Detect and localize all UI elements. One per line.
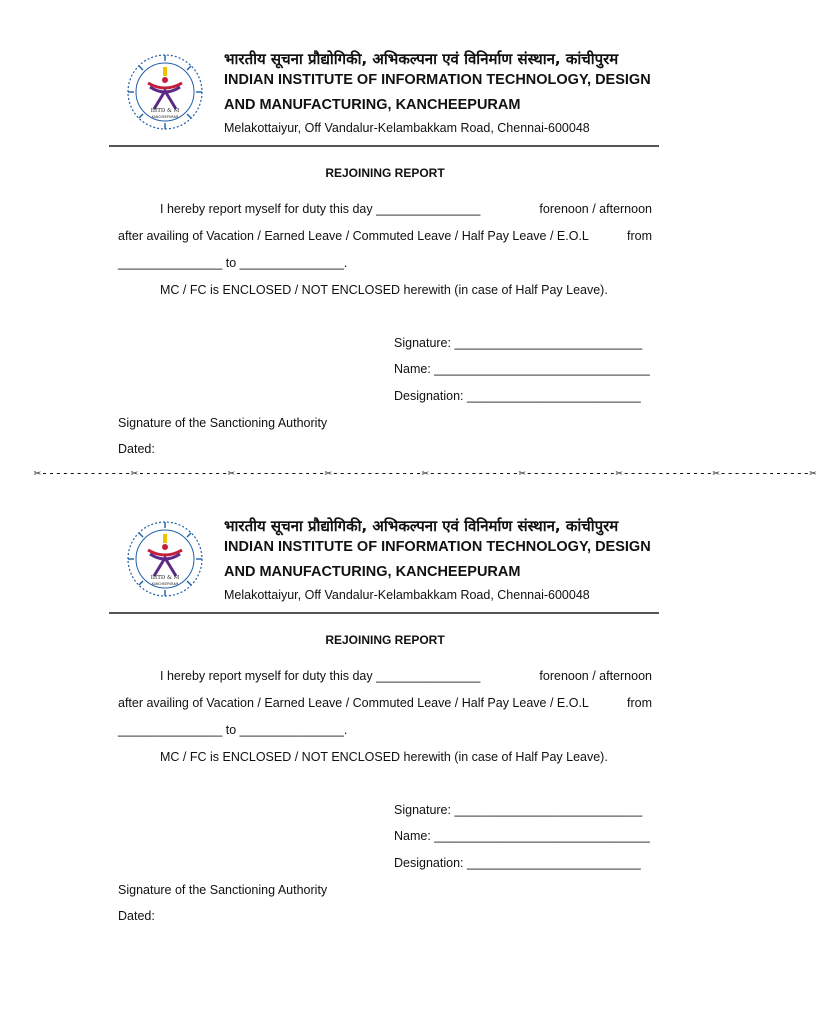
form-title: REJOINING REPORT [325,166,445,180]
svg-text:KANCHEEPURAM: KANCHEEPURAM [151,582,179,586]
form-title: REJOINING REPORT [325,633,445,647]
duty-report-line [160,669,652,683]
medical-certificate-line: MC / FC is ENCLOSED / NOT ENCLOSED herewith (in case of Half Pay Leave). [160,283,608,297]
duty-report-text: I hereby report myself for duty this day _______________ [160,202,481,216]
forenoon-afternoon-text: forenoon / afternoon [539,669,652,683]
institute-name-hindi: भारतीय सूचना प्रौद्योगिकी, अभिकल्पना एवं विनिर्माण संस्थान, कांचीपुरम [224,517,619,535]
signature-field: Signature: ___________________________ [394,336,643,350]
header-divider [109,612,659,614]
name-field: Name: _______________________________ [394,362,650,376]
designation-field: Designation: _________________________ [394,389,641,403]
leave-type-line [118,696,652,710]
dated-label: Dated: [118,909,155,923]
institute-name-hindi: भारतीय सूचना प्रौद्योगिकी, अभिकल्पना एवं विनिर्माण संस्थान, कांचीपुरम [224,50,619,68]
svg-text:IIITD & M: IIITD & M [150,575,180,581]
institute-logo [126,520,204,598]
dated-label: Dated: [118,442,155,456]
institute-name-line2: AND MANUFACTURING, KANCHEEPURAM [224,564,521,580]
rejoining-report-form-1 [0,35,816,495]
designation-field: Designation: _________________________ [394,856,641,870]
forenoon-afternoon-text: forenoon / afternoon [539,202,652,216]
leave-from-text: from [627,696,652,710]
duty-report-line [160,202,652,216]
institute-logo [126,53,204,131]
svg-text:IIITD & M: IIITD & M [150,108,180,114]
institute-name-line1: INDIAN INSTITUTE OF INFORMATION TECHNOLOGY, DESIGN [224,539,651,555]
leave-type-line [118,229,652,243]
institute-address: Melakottaiyur, Off Vandalur-Kelambakkam Road, Chennai-600048 [224,588,590,602]
scissors-cut-line: ✂-------------✂-------------✂-------------✂-------------✂-------------✂-------------✂-------------✂-------------✂ [34,466,816,480]
institute-logo-icon [126,53,204,131]
leave-period-line: _______________ to _______________. [118,256,348,270]
name-field: Name: _______________________________ [394,829,650,843]
institute-address: Melakottaiyur, Off Vandalur-Kelambakkam Road, Chennai-600048 [224,121,590,135]
rejoining-report-form-2 [0,502,770,962]
sanctioning-authority-label: Signature of the Sanctioning Authority [118,416,328,430]
header-divider [109,145,659,147]
sanctioning-authority-label: Signature of the Sanctioning Authority [118,883,328,897]
leave-period-line: _______________ to _______________. [118,723,348,737]
institute-name-line1: INDIAN INSTITUTE OF INFORMATION TECHNOLOGY, DESIGN [224,72,651,88]
medical-certificate-line: MC / FC is ENCLOSED / NOT ENCLOSED herewith (in case of Half Pay Leave). [160,750,608,764]
leave-type-text: after availing of Vacation / Earned Leave / Commuted Leave / Half Pay Leave / E.O.L [118,696,589,710]
institute-logo-icon [126,520,204,598]
institute-name-line2: AND MANUFACTURING, KANCHEEPURAM [224,97,521,113]
leave-type-text: after availing of Vacation / Earned Leave / Commuted Leave / Half Pay Leave / E.O.L [118,229,589,243]
leave-from-text: from [627,229,652,243]
signature-field: Signature: ___________________________ [394,803,643,817]
duty-report-text: I hereby report myself for duty this day _______________ [160,669,481,683]
svg-text:KANCHEEPURAM: KANCHEEPURAM [151,115,179,119]
